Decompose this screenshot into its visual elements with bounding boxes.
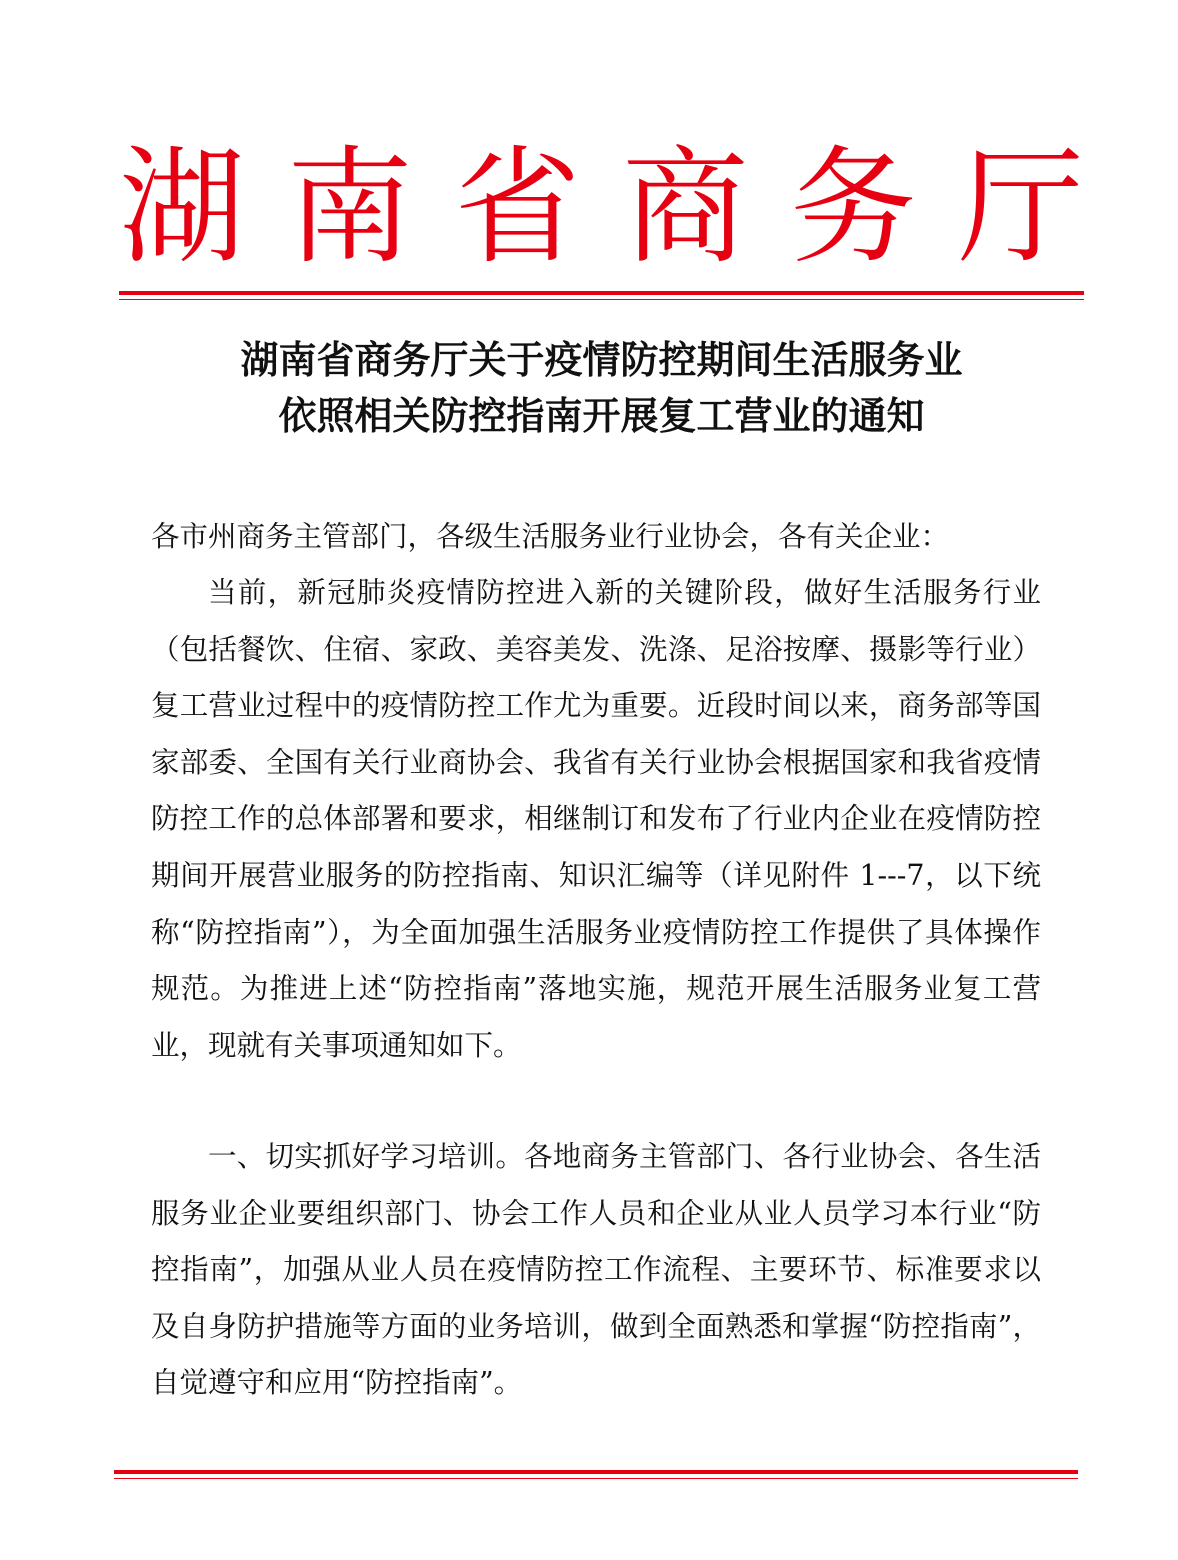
masthead-char: 商 — [622, 134, 749, 281]
document-title-line-2: 依照相关防控指南开展复工营业的通知 — [278, 393, 925, 438]
masthead-char: 厅 — [957, 134, 1084, 281]
footer-divider-thin — [114, 1478, 1078, 1479]
document-title-line-1: 湖南省商务厅关于疫情防控期间生活服务业 — [240, 337, 963, 382]
masthead-divider-thick — [119, 291, 1084, 295]
masthead-divider-thin — [119, 299, 1084, 300]
footer-divider-thick — [114, 1470, 1078, 1474]
masthead-char: 南 — [286, 134, 413, 281]
masthead-title — [119, 134, 1084, 281]
masthead-char: 湖 — [119, 134, 245, 281]
masthead-char: 省 — [454, 134, 581, 281]
salutation: 各市州商务主管部门，各级生活服务业行业协会，各有关企业： — [151, 520, 950, 553]
masthead-char: 务 — [790, 134, 917, 281]
body-paragraph: 一、切实抓好学习培训。各地商务主管部门、各行业协会、各生活服务业企业要组织部门、协会工作人员和企业从业人员学习本行业“防控指南”，加强从业人员在疫情防控工作流程、主要环节、标准要求以及自身防护措施等方面的业务培训，做到全面熟悉和掌握“防控指南”，自觉遵守和应用“防控指南”。 — [151, 1140, 1041, 1400]
body-paragraph: 当前，新冠肺炎疫情防控进入新的关键阶段，做好生活服务行业（包括餐饮、住宿、家政、美容美发、洗涤、足浴按摩、摄影等行业）复工营业过程中的疫情防控工作尤为重要。近段时间以来，商务部等国家部委、全国有关行业商协会、我省有关行业协会根据国家和我省疫情防控工作的总体部署和要求，相继制订和发布了行业内企业在疫情防控期间开展营业服务的防控指南、知识汇编等（详见附件 1---7，以下统称“防控指南”），为全面加强生活服务业疫情防控工作提供了具体操作规范。为推进上述“防控指南”落地实施，规范开展生活服务业复工营业，现就有关事项通知如下。 — [151, 576, 1041, 1062]
